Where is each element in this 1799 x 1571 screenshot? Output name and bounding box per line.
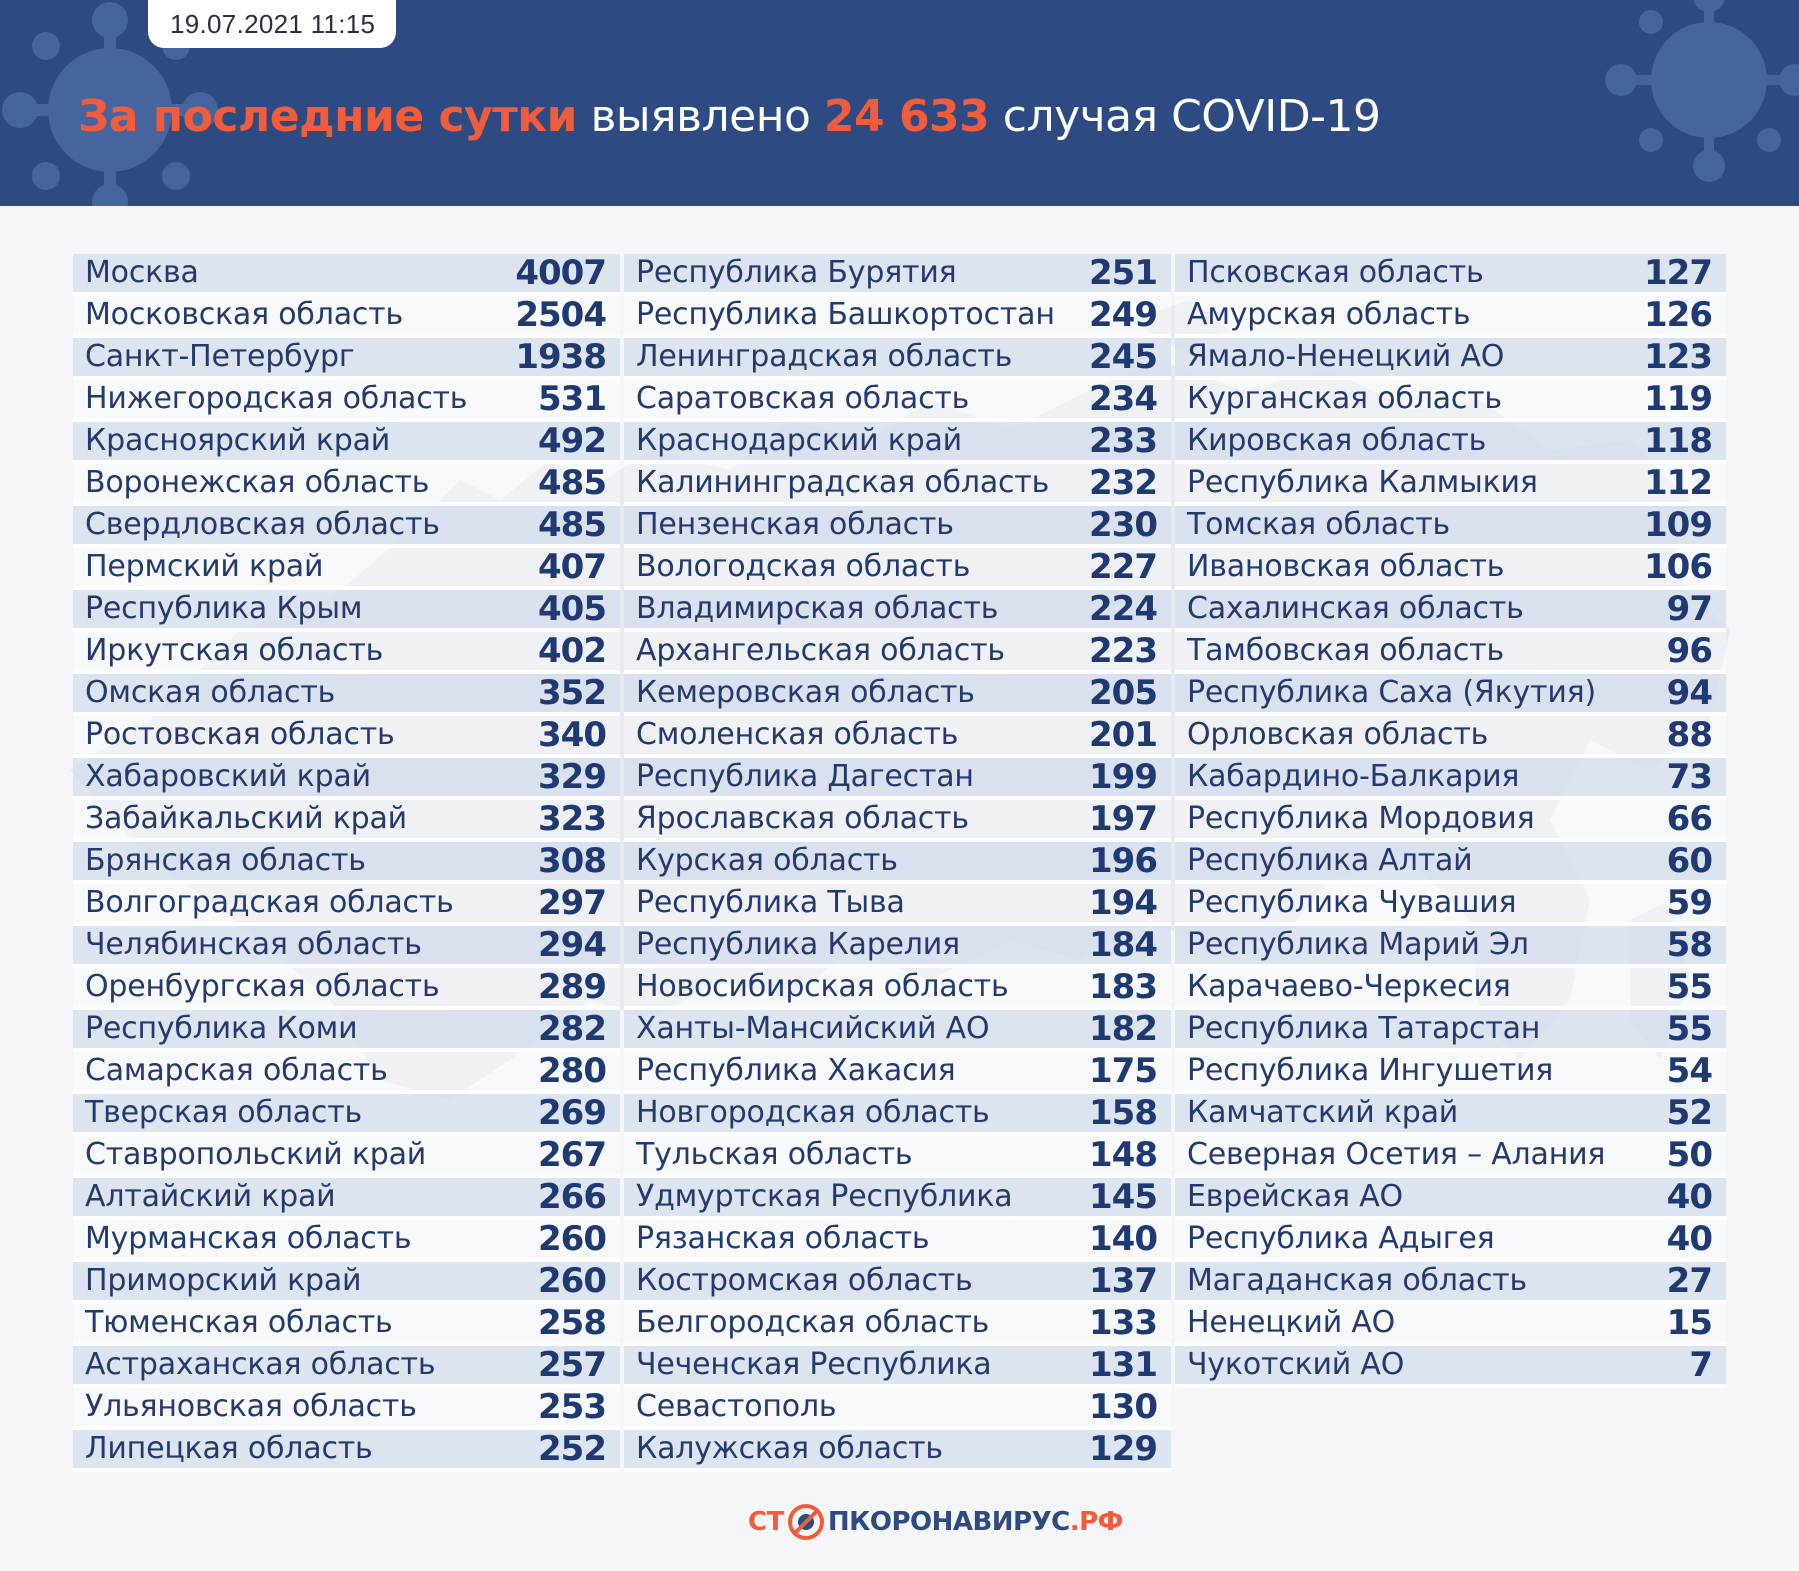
region-name: Республика Хакасия xyxy=(636,1053,956,1088)
case-count: 40 xyxy=(1666,1177,1712,1217)
case-count: 27 xyxy=(1666,1261,1712,1301)
region-name: Тюменская область xyxy=(85,1305,393,1340)
region-name: Кировская область xyxy=(1187,423,1487,458)
region-name: Архангельская область xyxy=(636,633,1005,668)
region-name: Липецкая область xyxy=(85,1431,373,1466)
region-name: Тульская область xyxy=(636,1137,913,1172)
region-name: Новосибирская область xyxy=(636,969,1009,1004)
case-count: 123 xyxy=(1644,337,1712,377)
table-row xyxy=(624,1010,1171,1052)
case-count: 118 xyxy=(1644,421,1712,461)
case-count: 183 xyxy=(1089,967,1157,1007)
table-row xyxy=(73,1010,620,1052)
case-count: 227 xyxy=(1089,547,1157,587)
table-row xyxy=(73,1052,620,1094)
region-name: Республика Татарстан xyxy=(1187,1011,1541,1046)
case-count: 1938 xyxy=(515,337,606,377)
table-row xyxy=(73,1220,620,1262)
table-row xyxy=(1175,1094,1726,1136)
headline-accent: За последние сутки xyxy=(78,91,577,142)
case-count: 94 xyxy=(1666,673,1712,713)
table-row xyxy=(1175,296,1726,338)
case-count: 199 xyxy=(1089,757,1157,797)
table-row xyxy=(1175,1178,1726,1220)
region-name: Республика Коми xyxy=(85,1011,358,1046)
table-row xyxy=(1175,590,1726,632)
region-name: Республика Крым xyxy=(85,591,363,626)
table-row xyxy=(624,1136,1171,1178)
case-count: 267 xyxy=(538,1135,606,1175)
table-row xyxy=(624,842,1171,884)
case-count: 253 xyxy=(538,1387,606,1427)
table-row xyxy=(624,1346,1171,1388)
region-name: Краснодарский край xyxy=(636,423,962,458)
region-column-3 xyxy=(1175,254,1726,1388)
table-row xyxy=(73,338,620,380)
region-name: Республика Саха (Якутия) xyxy=(1187,675,1596,710)
table-row xyxy=(1175,842,1726,884)
case-count: 194 xyxy=(1089,883,1157,923)
case-count: 201 xyxy=(1089,715,1157,755)
case-count: 323 xyxy=(538,799,606,839)
case-count: 492 xyxy=(538,421,606,461)
region-name: Воронежская область xyxy=(85,465,430,500)
case-count: 106 xyxy=(1644,547,1712,587)
region-name: Пермский край xyxy=(85,549,324,584)
logo-text-part1: СТ xyxy=(748,1507,784,1537)
table-row xyxy=(73,380,620,422)
table-row xyxy=(624,464,1171,506)
case-count: 205 xyxy=(1089,673,1157,713)
region-name: Республика Дагестан xyxy=(636,759,974,794)
table-row xyxy=(73,884,620,926)
region-name: Московская область xyxy=(85,297,403,332)
table-row xyxy=(1175,380,1726,422)
case-count: 260 xyxy=(538,1261,606,1301)
table-row xyxy=(624,1052,1171,1094)
region-name: Кемеровская область xyxy=(636,675,975,710)
table-row xyxy=(73,1262,620,1304)
case-count: 126 xyxy=(1644,295,1712,335)
region-name: Самарская область xyxy=(85,1053,388,1088)
case-count: 230 xyxy=(1089,505,1157,545)
region-name: Мурманская область xyxy=(85,1221,412,1256)
case-count: 145 xyxy=(1089,1177,1157,1217)
table-row xyxy=(1175,716,1726,758)
case-count: 252 xyxy=(538,1429,606,1469)
case-count: 7 xyxy=(1689,1345,1712,1385)
case-count: 340 xyxy=(538,715,606,755)
table-row xyxy=(624,254,1171,296)
region-name: Хабаровский край xyxy=(85,759,371,794)
table-row xyxy=(624,422,1171,464)
region-name: Чеченская Республика xyxy=(636,1347,992,1382)
table-row xyxy=(1175,758,1726,800)
case-count: 280 xyxy=(538,1051,606,1091)
region-name: Приморский край xyxy=(85,1263,362,1298)
table-row xyxy=(624,1094,1171,1136)
region-name: Волгоградская область xyxy=(85,885,454,920)
region-name: Камчатский край xyxy=(1187,1095,1459,1130)
case-count: 96 xyxy=(1666,631,1712,671)
region-name: Кабардино-Балкария xyxy=(1187,759,1520,794)
region-name: Костромская область xyxy=(636,1263,973,1298)
table-row xyxy=(1175,1220,1726,1262)
case-count: 232 xyxy=(1089,463,1157,503)
case-count: 266 xyxy=(538,1177,606,1217)
region-name: Курганская область xyxy=(1187,381,1502,416)
case-count: 50 xyxy=(1666,1135,1712,1175)
case-count: 257 xyxy=(538,1345,606,1385)
region-name: Пензенская область xyxy=(636,507,954,542)
table-row xyxy=(73,632,620,674)
case-count: 294 xyxy=(538,925,606,965)
table-row xyxy=(1175,506,1726,548)
case-count: 485 xyxy=(538,505,606,545)
region-name: Иркутская область xyxy=(85,633,384,668)
region-name: Свердловская область xyxy=(85,507,440,542)
table-row xyxy=(73,1304,620,1346)
case-count: 184 xyxy=(1089,925,1157,965)
region-name: Тверская область xyxy=(85,1095,362,1130)
case-count: 297 xyxy=(538,883,606,923)
case-count: 137 xyxy=(1089,1261,1157,1301)
case-count: 140 xyxy=(1089,1219,1157,1259)
table-row xyxy=(1175,1010,1726,1052)
region-name: Магаданская область xyxy=(1187,1263,1527,1298)
case-count: 2504 xyxy=(515,295,606,335)
table-row xyxy=(73,464,620,506)
table-row xyxy=(624,884,1171,926)
case-count: 97 xyxy=(1666,589,1712,629)
case-count: 59 xyxy=(1666,883,1712,923)
case-count: 197 xyxy=(1089,799,1157,839)
table-row xyxy=(1175,632,1726,674)
table-row xyxy=(624,674,1171,716)
region-name: Нижегородская область xyxy=(85,381,468,416)
table-row xyxy=(1175,254,1726,296)
region-name: Ленинградская область xyxy=(636,339,1013,374)
virus-stop-icon xyxy=(786,1502,826,1542)
case-count: 234 xyxy=(1089,379,1157,419)
region-name: Республика Марий Эл xyxy=(1187,927,1529,962)
case-count: 109 xyxy=(1644,505,1712,545)
table-row xyxy=(73,506,620,548)
region-name: Псковская область xyxy=(1187,255,1484,290)
table-row xyxy=(624,758,1171,800)
region-name: Вологодская область xyxy=(636,549,971,584)
case-count: 55 xyxy=(1666,967,1712,1007)
table-row xyxy=(624,1430,1171,1472)
header-banner xyxy=(0,0,1799,206)
table-row xyxy=(73,716,620,758)
headline-text: выявлено xyxy=(590,91,811,142)
case-count: 58 xyxy=(1666,925,1712,965)
table-row xyxy=(624,968,1171,1010)
region-name: Республика Тыва xyxy=(636,885,905,920)
case-count: 112 xyxy=(1644,463,1712,503)
case-count: 127 xyxy=(1644,253,1712,293)
region-name: Севастополь xyxy=(636,1389,837,1424)
date-badge: 19.07.2021 11:15 xyxy=(148,0,396,48)
table-row xyxy=(73,254,620,296)
case-count: 402 xyxy=(538,631,606,671)
table-row xyxy=(1175,338,1726,380)
table-row xyxy=(1175,422,1726,464)
case-count: 73 xyxy=(1666,757,1712,797)
table-row xyxy=(73,674,620,716)
table-row xyxy=(73,590,620,632)
case-count: 224 xyxy=(1089,589,1157,629)
case-count: 148 xyxy=(1089,1135,1157,1175)
table-row xyxy=(73,800,620,842)
case-count: 289 xyxy=(538,967,606,1007)
case-count: 175 xyxy=(1089,1051,1157,1091)
case-count: 308 xyxy=(538,841,606,881)
region-name: Ставропольский край xyxy=(85,1137,427,1172)
table-row xyxy=(624,716,1171,758)
virus-decoration-icon xyxy=(1559,0,1799,206)
case-count: 260 xyxy=(538,1219,606,1259)
region-name: Рязанская область xyxy=(636,1221,930,1256)
region-name: Сахалинская область xyxy=(1187,591,1524,626)
region-name: Ненецкий АО xyxy=(1187,1305,1396,1340)
region-column-1 xyxy=(73,254,624,1472)
case-count: 119 xyxy=(1644,379,1712,419)
headline xyxy=(78,82,1380,152)
region-name: Новгородская область xyxy=(636,1095,990,1130)
case-count: 282 xyxy=(538,1009,606,1049)
case-count: 88 xyxy=(1666,715,1712,755)
case-count: 130 xyxy=(1089,1387,1157,1427)
case-count: 269 xyxy=(538,1093,606,1133)
region-name: Республика Чувашия xyxy=(1187,885,1517,920)
table-row xyxy=(1175,926,1726,968)
case-count: 60 xyxy=(1666,841,1712,881)
table-row xyxy=(73,1346,620,1388)
case-count: 249 xyxy=(1089,295,1157,335)
case-count: 405 xyxy=(538,589,606,629)
case-count: 129 xyxy=(1089,1429,1157,1469)
region-name: Ханты-Мансийский АО xyxy=(636,1011,990,1046)
table-row xyxy=(1175,884,1726,926)
region-name: Санкт-Петербург xyxy=(85,339,355,374)
table-row xyxy=(624,548,1171,590)
region-name: Республика Адыгея xyxy=(1187,1221,1495,1256)
region-name: Ростовская область xyxy=(85,717,395,752)
case-count: 196 xyxy=(1089,841,1157,881)
table-row xyxy=(624,926,1171,968)
headline-number: 24 633 xyxy=(823,91,990,142)
region-name: Красноярский край xyxy=(85,423,391,458)
logo-text-part2: ПКОРОНАВИРУС xyxy=(827,1507,1070,1537)
region-name: Калининградская область xyxy=(636,465,1050,500)
table-row xyxy=(624,506,1171,548)
table-row xyxy=(1175,464,1726,506)
region-name: Республика Калмыкия xyxy=(1187,465,1538,500)
case-count: 258 xyxy=(538,1303,606,1343)
case-count: 233 xyxy=(1089,421,1157,461)
table-row xyxy=(73,758,620,800)
table-row xyxy=(624,1220,1171,1262)
case-count: 223 xyxy=(1089,631,1157,671)
region-name: Курская область xyxy=(636,843,898,878)
table-row xyxy=(73,926,620,968)
case-count: 182 xyxy=(1089,1009,1157,1049)
table-row xyxy=(1175,1304,1726,1346)
table-row xyxy=(1175,674,1726,716)
headline-text-end: случая COVID-19 xyxy=(1002,91,1381,142)
case-count: 4007 xyxy=(515,253,606,293)
region-name: Республика Ингушетия xyxy=(1187,1053,1554,1088)
region-name: Еврейская АО xyxy=(1187,1179,1403,1214)
table-row xyxy=(1175,548,1726,590)
table-row xyxy=(624,1388,1171,1430)
case-count: 40 xyxy=(1666,1219,1712,1259)
table-row xyxy=(1175,1262,1726,1304)
region-name: Белгородская область xyxy=(636,1305,990,1340)
region-name: Амурская область xyxy=(1187,297,1471,332)
table-row xyxy=(73,1430,620,1472)
region-name: Республика Карелия xyxy=(636,927,960,962)
case-count: 245 xyxy=(1089,337,1157,377)
table-row xyxy=(1175,1052,1726,1094)
table-row xyxy=(624,1262,1171,1304)
table-row xyxy=(73,1094,620,1136)
region-name: Калужская область xyxy=(636,1431,943,1466)
table-row xyxy=(624,800,1171,842)
region-name: Ярославская область xyxy=(636,801,969,836)
region-name: Тамбовская область xyxy=(1187,633,1504,668)
table-row xyxy=(624,296,1171,338)
region-name: Республика Алтай xyxy=(1187,843,1473,878)
region-name: Омская область xyxy=(85,675,336,710)
region-name: Саратовская область xyxy=(636,381,970,416)
case-count: 66 xyxy=(1666,799,1712,839)
case-count: 133 xyxy=(1089,1303,1157,1343)
region-name: Оренбургская область xyxy=(85,969,440,1004)
region-name: Орловская область xyxy=(1187,717,1489,752)
table-row xyxy=(624,590,1171,632)
case-count: 531 xyxy=(538,379,606,419)
case-count: 407 xyxy=(538,547,606,587)
region-name: Алтайский край xyxy=(85,1179,336,1214)
table-row xyxy=(73,422,620,464)
case-count: 52 xyxy=(1666,1093,1712,1133)
region-name: Ямало-Ненецкий АО xyxy=(1187,339,1505,374)
table-row xyxy=(624,632,1171,674)
case-count: 352 xyxy=(538,673,606,713)
region-name: Республика Башкортостан xyxy=(636,297,1055,332)
region-name: Владимирская область xyxy=(636,591,999,626)
case-count: 158 xyxy=(1089,1093,1157,1133)
table-row xyxy=(1175,800,1726,842)
table-row xyxy=(1175,968,1726,1010)
case-count: 485 xyxy=(538,463,606,503)
table-row xyxy=(73,968,620,1010)
region-name: Карачаево-Черкесия xyxy=(1187,969,1511,1004)
table-row xyxy=(624,380,1171,422)
region-name: Республика Бурятия xyxy=(636,255,957,290)
region-name: Ивановская область xyxy=(1187,549,1505,584)
case-count: 329 xyxy=(538,757,606,797)
table-row xyxy=(73,1178,620,1220)
case-count: 15 xyxy=(1666,1303,1712,1343)
table-row xyxy=(73,1136,620,1178)
region-name: Челябинская область xyxy=(85,927,422,962)
case-count: 54 xyxy=(1666,1051,1712,1091)
table-row xyxy=(1175,1346,1726,1388)
table-row xyxy=(73,842,620,884)
region-name: Смоленская область xyxy=(636,717,959,752)
logo-text-part3: .РФ xyxy=(1069,1507,1123,1537)
region-name: Республика Мордовия xyxy=(1187,801,1535,836)
table-row xyxy=(624,1304,1171,1346)
region-name: Удмуртская Республика xyxy=(636,1179,1013,1214)
region-column-2 xyxy=(624,254,1175,1472)
table-row xyxy=(624,338,1171,380)
region-name: Ульяновская область xyxy=(85,1389,417,1424)
case-count: 251 xyxy=(1089,253,1157,293)
region-name: Астраханская область xyxy=(85,1347,436,1382)
table-row xyxy=(73,296,620,338)
region-name: Забайкальский край xyxy=(85,801,407,836)
case-count: 55 xyxy=(1666,1009,1712,1049)
region-name: Чукотский АО xyxy=(1187,1347,1405,1382)
table-row xyxy=(1175,1136,1726,1178)
table-row xyxy=(624,1178,1171,1220)
region-name: Москва xyxy=(85,255,199,290)
table-row xyxy=(73,1388,620,1430)
region-name: Северная Осетия – Алания xyxy=(1187,1137,1606,1172)
region-name: Брянская область xyxy=(85,843,366,878)
stopkoronavirus-logo[interactable] xyxy=(748,1500,1123,1544)
region-name: Томская область xyxy=(1187,507,1450,542)
case-count: 131 xyxy=(1089,1345,1157,1385)
table-row xyxy=(73,548,620,590)
